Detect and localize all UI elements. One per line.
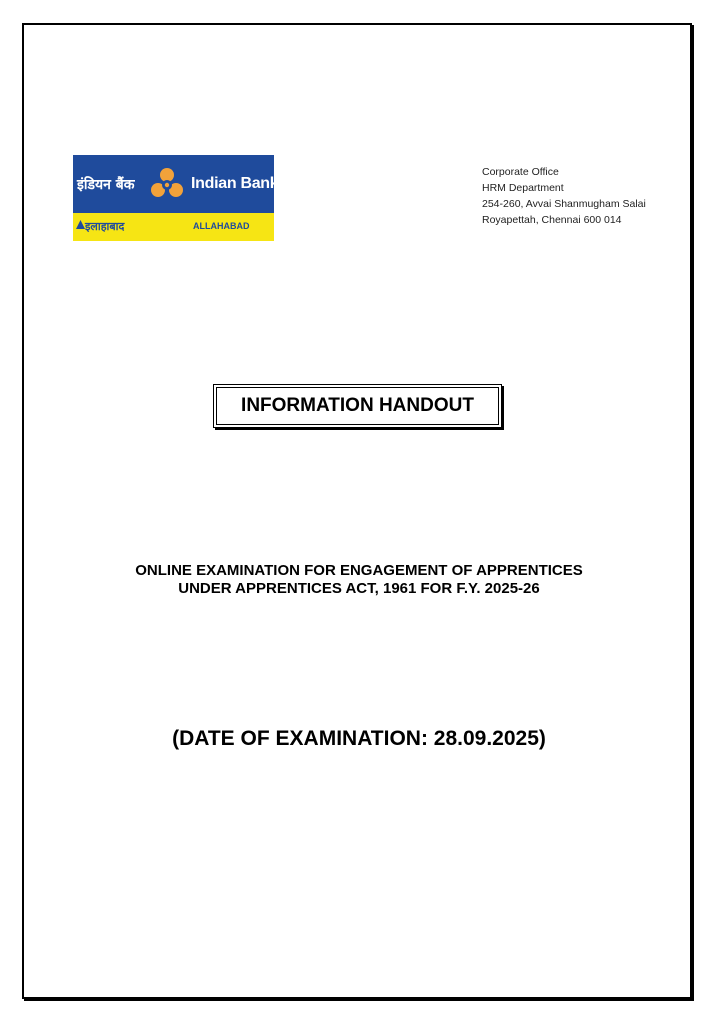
address-line: 254-260, Avvai Shanmugham Salai [482, 198, 646, 210]
logo-allahabad-hindi: इलाहाबाद [85, 220, 125, 233]
logo-hindi-name: इंडियन बैंक [77, 177, 135, 193]
exam-date: (DATE OF EXAMINATION: 28.09.2025) [172, 727, 546, 750]
address-line: Royapettah, Chennai 600 014 [482, 214, 622, 226]
corporate-address [482, 164, 646, 228]
exam-title-line: UNDER APPRENTICES ACT, 1961 FOR F.Y. 2025-26 [178, 580, 540, 597]
address-line: Corporate Office [482, 166, 559, 178]
indian-bank-logo [73, 155, 279, 241]
logo-allahabad-english: ALLAHABAD [193, 221, 250, 231]
handout-title: INFORMATION HANDOUT [241, 395, 474, 416]
exam-title [24, 562, 694, 598]
information-handout-box [213, 384, 502, 428]
allahabad-triangle-icon [76, 220, 85, 229]
exam-title-line: ONLINE EXAMINATION FOR ENGAGEMENT OF APPRENTICES [135, 562, 583, 579]
logo-english-name: Indian Bank [191, 175, 279, 192]
indian-bank-emblem-icon [149, 165, 185, 203]
address-line: HRM Department [482, 182, 564, 194]
